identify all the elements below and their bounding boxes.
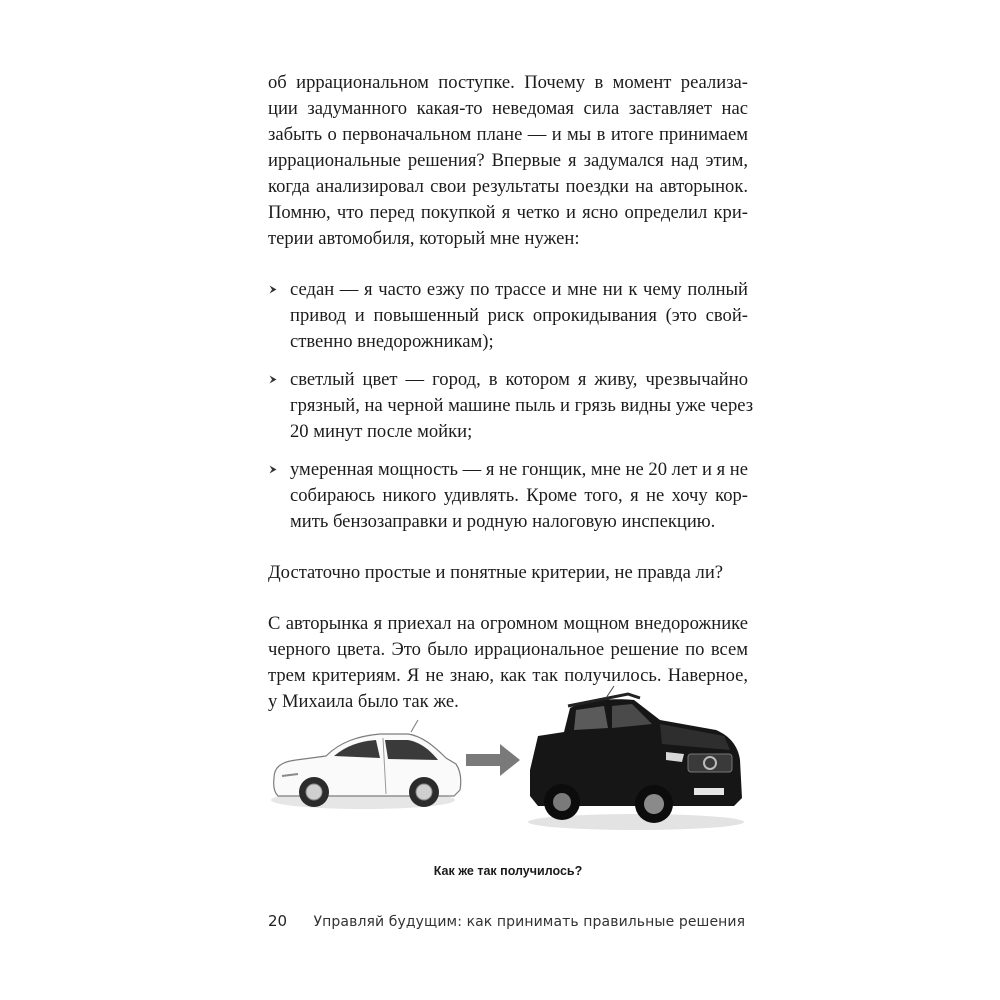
- text-line: Достаточно простые и понятные критерии, не правда ли?: [268, 562, 724, 583]
- chevron-bullet-icon: [268, 278, 282, 300]
- list-item: [268, 457, 748, 535]
- car-comparison-figure: [268, 680, 748, 840]
- paragraph-gap: [268, 252, 748, 277]
- text-line: иррациональные решения? Впервые я задумался над этим,: [268, 150, 748, 171]
- right-arrow-icon: [466, 744, 520, 776]
- chevron-bullet-icon: [268, 458, 282, 480]
- criteria-list: [268, 277, 754, 535]
- text-line: Помню, что перед покупкой я четко и ясно определил кри-: [268, 202, 748, 223]
- paragraph-question: [268, 560, 748, 586]
- book-title: Управляй будущим: как принимать правильные решения: [313, 914, 746, 930]
- figure-caption: Как же так получилось?: [433, 864, 583, 878]
- text-line: об иррациональном поступке. Почему в момент реализа-: [268, 72, 748, 93]
- text-line: С авторынка я приехал на огромном мощном внедорожнике: [268, 613, 748, 634]
- white-sedan-image: [271, 720, 461, 809]
- text-line: терии автомобиля, который мне нужен:: [268, 228, 580, 249]
- page-number: 20: [268, 912, 288, 930]
- page-footer: [268, 912, 748, 930]
- text-line: светлый цвет — город, в котором я живу, чрезвычайно: [290, 369, 748, 390]
- text-line: мить бензозаправки и родную налоговую инспекцию.: [290, 511, 716, 532]
- text-line: умеренная мощность — я не гонщик, мне не 20 лет и я не: [290, 459, 748, 480]
- paragraph-gap: [268, 586, 748, 611]
- text-line: трем критериям. Я не знаю, как так получилось. Наверное,: [268, 665, 748, 686]
- text-line: грязный, на черной машине пыль и грязь видны уже через: [290, 395, 754, 416]
- text-line: ственно внедорожникам);: [290, 331, 494, 352]
- text-line: ции задуманного какая-то неведомая сила заставляет нас: [268, 98, 748, 119]
- text-line: привод и повышенный риск опрокидывания (это свой-: [290, 305, 748, 326]
- text-line: у Михаила было так же.: [268, 691, 459, 712]
- text-line: собираюсь никого удивлять. Кроме того, я не хочу кор-: [290, 485, 748, 506]
- list-item: [268, 277, 748, 355]
- page-body: [268, 70, 754, 715]
- list-item: [268, 367, 754, 445]
- text-line: седан — я часто езжу по трассе и мне ни к чему полный: [290, 279, 748, 300]
- text-line: 20 минут после мойки;: [290, 421, 473, 442]
- black-pickup-truck-image: [528, 686, 744, 830]
- paragraph-gap: [268, 547, 748, 560]
- chevron-bullet-icon: [268, 368, 282, 390]
- figure-svg: [268, 680, 748, 840]
- text-line: забыть о первоначальном плане — и мы в итоге принимаем: [268, 124, 748, 145]
- text-line: когда анализировал свои результаты поездки на авторынок.: [268, 176, 748, 197]
- text-line: черного цвета. Это было иррациональное решение по всем: [268, 639, 748, 660]
- paragraph-intro: [268, 70, 748, 252]
